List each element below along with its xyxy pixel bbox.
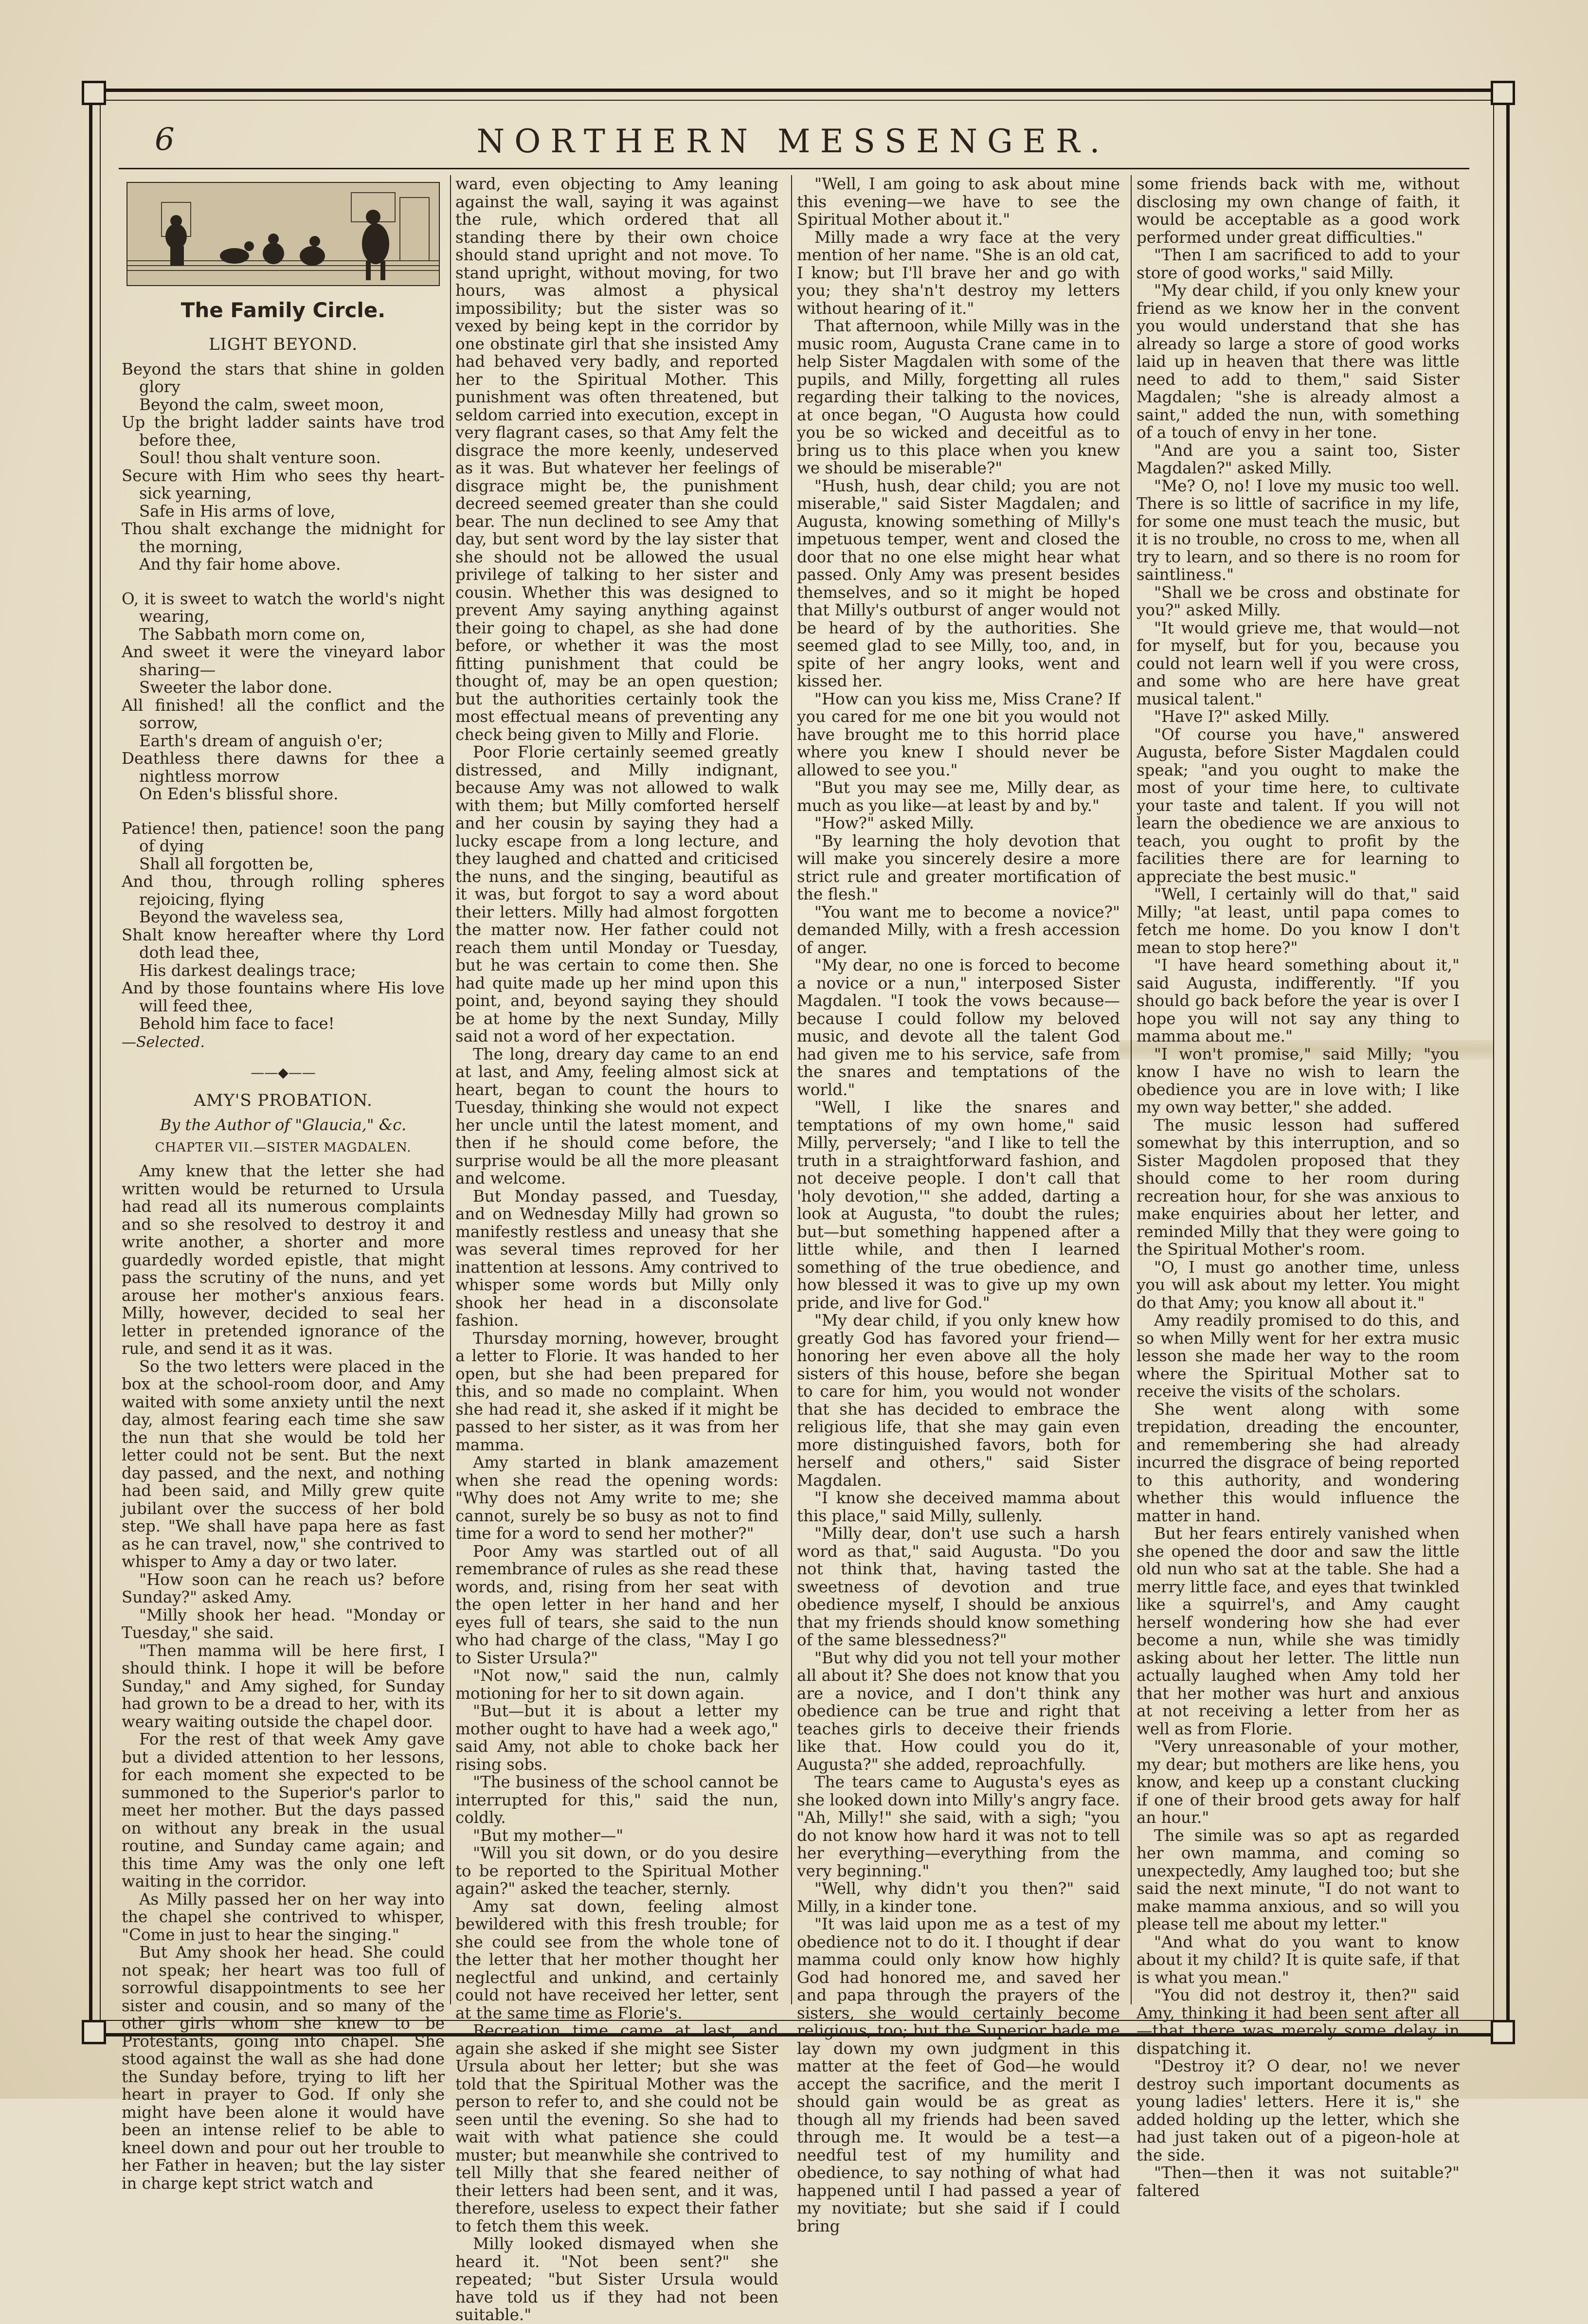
paragraph: "It would grieve me, that would—not for myself, but for you, because you could not learn well if you were cross, and some who are here have great musical talent."	[1137, 618, 1460, 708]
poem-title: LIGHT BEYOND.	[208, 335, 358, 354]
paragraph: So the two letters were placed in the box at the school-room door, and Amy waited with some anxiety until the next day, almost fearing each time she saw the nun that she would be told her letter could not be sent. But the next day passed, and the next, and nothing had been said, and Milly grew quite jubilant over the success of her bold step. "We shall have papa here as fast as he can travel, now," she contrived to whisper to Amy a day or two later.	[122, 1357, 445, 1571]
paragraph: "Me? O, no! I love my music too well. There is so little of sacrifice in my life, for some one must teach the music, but it is no trouble, no cross to me, when all try to learn, and so there is no room for saintliness."	[1137, 476, 1460, 584]
paragraph: "You did not destroy it, then?" said Amy, thinking it had been sent after all—that there was merely some delay in dispatching it.	[1137, 1986, 1460, 2058]
corner-ornament	[82, 81, 106, 105]
poem-line: Secure with Him who sees thy heart-sick yearning,	[122, 466, 445, 503]
poem-line: All finished! all the conflict and the sorrow,	[122, 696, 445, 732]
paragraph: "Hush, hush, dear child; you are not miserable," said Sister Magdalen; and Augusta, knowing something of Milly's impetuous temper, went and closed the door that no one else might hear what passed. Only Amy was present besides themselves, and so it might be hoped that Milly's outburst of anger would not be heard of by the authorities. She seemed glad to see Milly, too, and, in spite of her angry looks, went and kissed her.	[797, 476, 1120, 690]
paragraph: Milly looked dismayed when she heard it. "Not been sent?" she repeated; "but Sister Ursula would have told us if they had not been suitable."	[455, 2234, 778, 2324]
poem-credit: —Selected.	[122, 1033, 205, 1051]
paragraph: "You want me to become a novice?" demanded Milly, with a fresh accession of anger.	[797, 902, 1120, 957]
paragraph: The long, dreary day came to an end at last, and Amy, feeling almost sick at heart, began to count the hours to Tuesday, thinking she would not expect her uncle until the latest moment, and then if he should come before, the surprise would be all the more pleasant and welcome.	[455, 1045, 778, 1188]
paragraph: Amy started in blank amazement when she read the opening words: "Why does not Amy write to me; she cannot, surely be so busy as not to find time for a word to send her mother?"	[455, 1453, 778, 1543]
poem-line: Beyond the waveless sea,	[139, 908, 344, 926]
poem-line: And thy fair home above.	[139, 555, 341, 574]
poem-line: The Sabbath morn come on,	[139, 625, 366, 644]
poem-line: Thou shalt exchange the midnight for the morning,	[122, 520, 445, 556]
paragraph: For the rest of that week Amy gave but a divided attention to her lessons, for each moment she expected to be summoned to the Superior's parlor to meet her mother. But the days passed on without any break in the usual routine, and Sunday came again; and this time Amy was the only one left waiting in the corridor.	[122, 1730, 445, 1891]
corner-ornament	[82, 2020, 106, 2044]
paragraph: "Then—then it was not suitable?" faltered	[1137, 2163, 1460, 2200]
paragraph: She went along with some trepidation, dreading the encounter, and remembering she had already incurred the disgrace of being reported to this authority, and wondering whether this would influence the matter in hand.	[1137, 1400, 1460, 1525]
poem-line: Beyond the stars that shine in golden glory	[122, 360, 445, 396]
paragraph: "Then I am sacrificed to add to your store of good works," said Milly.	[1137, 246, 1460, 282]
paragraph: That afternoon, while Milly was in the music room, Augusta Crane came in to help Sister Magdalen with some of the pupils, and Milly, forgetting all rules regarding their talking to the novices, at once began, "O Augusta how could you be so wicked and deceitful as to bring us to this place when you knew we should be miserable?"	[797, 317, 1120, 477]
masthead: NORTHERN MESSENGER.	[476, 123, 1110, 160]
paragraph: "By learning the holy devotion that will make you sincerely desire a more strict rule and greater mortification of the flesh."	[797, 831, 1120, 903]
column-rule	[1131, 175, 1132, 2004]
paragraph: "Very unreasonable of your mother, my dear; but mothers are like hens, you know, and keep up a constant clucking if one of their brood gets away for half an hour."	[1137, 1737, 1460, 1827]
column-rule	[791, 175, 792, 2004]
paragraph: Milly made a wry face at the very mention of her name. "She is an old cat, I know; but I'll brave her and go with you; they sha'n't destroy my letters without hearing of it."	[797, 228, 1120, 318]
poem-line: Up the bright ladder saints have trod before thee,	[122, 413, 445, 450]
paragraph: "How?" asked Milly.	[814, 814, 974, 832]
poem-line: Patience! then, patience! soon the pang of dying	[122, 819, 445, 855]
paragraph: "I won't promise," said Milly; "you know I have no wish to learn the obedience you are in love with; I like my own way better," she added.	[1137, 1045, 1460, 1117]
poem-line: And by those fountains where His love will feed thee,	[122, 979, 445, 1015]
story-title: AMY'S PROBATION.	[194, 1090, 373, 1110]
paragraph: "I have heard something about it," said Augusta, indifferently. "If you should go back before the year is over I hope you will not say any thing to mamma about me."	[1137, 956, 1460, 1045]
paragraph: Poor Amy was startled out of all remembrance of rules as she read these words, and, rising from her seat with the open letter in her hand and her eyes full of tears, she said to the nun who had charge of the class, "May I go to Sister Ursula?"	[455, 1542, 778, 1667]
paragraph: "It was laid upon me as a test of my obedience not to do it. I thought if dear mamma could only know how highly God had honored me, and saved her and papa through the prayers of the sisters, she would certainly become religious, too; but the Superior bade me lay down my own judgment in this matter at the feet of God—he would accept the sacrifice, and the merit I should gain would be as great as though all my friends had been saved through me. It would be a test—a needful test of my humility and obedience, to say nothing of what had happened until I had passed a year of my novitiate; but she said if I could bring	[797, 1915, 1120, 2235]
paragraph: "Then mamma will be here first, I should think. I hope it will be before Sunday," and Amy sighed, for Sunday had grown to be a dread to her, with its weary waiting outside the chapel door.	[122, 1641, 445, 1731]
column-3	[797, 175, 1120, 2235]
paragraph: "Milly shook her head. "Monday or Tuesday," she said.	[122, 1605, 445, 1642]
poem-line: Shall all forgotten be,	[139, 854, 314, 873]
section-divider: ——◆——	[251, 1064, 316, 1081]
paragraph: "But—but it is about a letter my mother ought to have had a week ago," said Amy, not able to choke back her rising sobs.	[455, 1702, 778, 1774]
paragraph: Amy sat down, feeling almost bewildered with this fresh trouble; for she could see from the whole tone of the letter that her mother thought her neglectful and unkind, and certainly could not have received her letter, sent at the same time as Florie's.	[455, 1897, 778, 2022]
paragraph: Poor Florie certainly seemed greatly distressed, and Milly indignant, because Amy was not allowed to walk with them; but Milly comforted herself and her cousin by saying they had a lucky escape from a long lecture, and they laughed and chatted and criticised the nuns, and the singing, beautiful as it was, but forgot to say a word about their letters. Milly had almost forgotten the matter now. Her father could not reach them until Monday or Tuesday, but he was certain to come then. She had quite made up her mind upon this point, and, beyond saying they should be at home by the next Sunday, Milly said not a word of her expectation.	[455, 743, 778, 1045]
paragraph: "My dear, no one is forced to become a novice or a nun," interposed Sister Magdalen. "I took the vows because—because I could follow my beloved music, and devote all the talent God had given me to his service, safe from the snares and temptations of the world."	[797, 956, 1120, 1099]
poem-line: Beyond the calm, sweet moon,	[139, 395, 384, 414]
poem-line: His darkest dealings trace;	[139, 961, 356, 980]
paragraph: ward, even objecting to Amy leaning against the wall, saying it was against the rule, which ordered that all standing there by their own choice should stand upright and not move. To stand upright, without moving, for two hours, was almost a physical impossibility; but the sister was so vexed by being kept in the corridor by one obstinate girl that she insisted Amy had behaved very badly, and reported her to the Spiritual Mother. This punishment was often threatened, but seldom carried into execution, except in very flagrant cases, so that Amy felt the disgrace the more keenly, undeserved as it was. But whatever her feelings of disgrace might be, the punishment decreed seemed greater than she could bear. The nun declined to see Amy that day, but sent word by the lay sister that she should not be allowed the usual privilege of talking to her sister and cousin. Whether this was designed to prevent Amy saying anything against their going to chapel, as she had done before, or whether it was the most fitting punishment that could be thought of, may be an open question; but the authorities certainly took the most effectual means of preventing any check being given to Milly and Florie.	[455, 175, 778, 744]
paragraph: "But my mother—"	[473, 1826, 624, 1845]
poem-line: Deathless there dawns for thee a nightless morrow	[122, 749, 445, 786]
poem-line: Soul! thou shalt venture soon.	[139, 449, 381, 467]
paragraph: "Well, I certainly will do that," said Milly; "at least, until papa comes to fetch me home. Do you know I don't mean to stop here?"	[1137, 885, 1460, 957]
family-circle-engraving	[126, 182, 440, 286]
poem-stanza	[122, 590, 445, 803]
paragraph: "How can you kiss me, Miss Crane? If you cared for me one bit you would not have brought me to this horrid place where you knew I should never be allowed to see you."	[797, 689, 1120, 779]
poem-line: And thou, through rolling spheres rejoicing, flying	[122, 872, 445, 909]
paragraph: But Monday passed, and Tuesday, and on Wednesday Milly had grown so manifestly restless and uneasy that she was several times reproved for her inattention at lessons. Amy contrived to whisper some words but Milly only shook her head in a disconsolate fashion.	[455, 1187, 778, 1330]
paragraph: "Well, I am going to ask about mine this evening—we have to see the Spiritual Mother about it."	[797, 175, 1120, 229]
paragraph: "And are you a saint too, Sister Magdalen?" asked Milly.	[1137, 441, 1460, 477]
column-rule	[450, 175, 451, 2004]
header-rule	[119, 168, 1469, 169]
poem	[122, 360, 445, 1033]
poem-stanza	[122, 360, 445, 574]
chapter-heading: CHAPTER VII.—SISTER MAGDALEN.	[155, 1140, 412, 1155]
poem-line: Earth's dream of anguish o'er;	[139, 731, 383, 750]
column-4	[1137, 175, 1460, 2200]
paragraph: "Destroy it? O dear, no! we never destroy such important documents as young ladies' letters. Here it is," she added holding up the letter, which she had just taken out of a pigeon-hole at the side.	[1137, 2057, 1460, 2164]
poem-line: Behold him face to face!	[139, 1014, 335, 1033]
corner-ornament	[1491, 81, 1515, 105]
paragraph: "I know she deceived mamma about this place," said Milly, sullenly.	[797, 1489, 1120, 1525]
paragraph: "Milly dear, don't use such a harsh word as that," said Augusta. "Do you not think that, having tasted the sweetness of devotion and true obedience myself, I should be anxious that my friends should know something of the same blessedness?"	[797, 1524, 1120, 1649]
paragraph: "Shall we be cross and obstinate for you?" asked Milly.	[1137, 583, 1460, 619]
paragraph: The tears came to Augusta's eyes as she looked down into Milly's angry face. "Ah, Milly!" she said, with a sigh; "you do not know how hard it was not to tell her everything—everything from the very beginning."	[797, 1773, 1120, 1880]
paragraph: "Not now," said the nun, calmly motioning for her to sit down again.	[455, 1666, 778, 1703]
paragraph: As Milly passed her on her way into the chapel she contrived to whisper, "Come in just to hear the singing."	[122, 1890, 445, 1944]
paragraph: "Have I?" asked Milly.	[1154, 707, 1330, 726]
poem-line: Sweeter the labor done.	[139, 678, 333, 697]
paragraph: "Of course you have," answered Augusta, before Sister Magdalen could speak; "and you ought to make the most of your time here, to cultivate your taste and talent. If you will not learn the obedience we are anxious to teach, you ought to profit by the facilities there are for learning to appreciate the best music."	[1137, 725, 1460, 886]
paragraph: "My dear child, if you only knew how greatly God has favored your friend—honoring her even above all the holy sisters of this house, before she began to care for him, you would not wonder that she has decided to embrace the religious life, that she may gain even more distinguished favors, both for herself and others," said Sister Magdalen.	[797, 1311, 1120, 1490]
paragraph: Amy knew that the letter she had written would be returned to Ursula had read all its numerous complaints and so she resolved to destroy it and write another, a shorter and more guardedly worded epistle, that might pass the scrutiny of the nuns, and yet arouse her mother's anxious fears. Milly, however, decided to seal her letter in pretended ignorance of the rule, and send it as it was.	[122, 1162, 445, 1358]
story-byline: By the Author of "Glaucia," &c.	[160, 1116, 407, 1134]
paragraph: some friends back with me, without disclosing my own change of faith, it would be acceptable as a good work performed under great difficulties."	[1137, 175, 1460, 247]
poem-line: Shalt know hereafter where thy Lord doth lead thee,	[122, 925, 445, 962]
corner-ornament	[1491, 2020, 1515, 2044]
paragraph: "And what do you want to know about it my child? It is quite safe, if that is what you mean."	[1137, 1932, 1460, 1987]
poem-line: O, it is sweet to watch the world's night wearing,	[122, 589, 445, 626]
paragraph: Thursday morning, however, brought a letter to Florie. It was handed to her open, but she had been prepared for this, and so made no complaint. When she had read it, she asked if it might be passed to her sister, as it was from her mamma.	[455, 1329, 778, 1454]
paragraph: "Well, why didn't you then?" said Milly, in a kinder tone.	[797, 1879, 1120, 1916]
paragraph: "Well, I like the snares and temptations of my own home," said Milly, perversely; "and I like to tell the truth in a straightforward fashion, and not deceive people. I don't call that 'holy devotion,'" she added, darting a look at Augusta, "to doubt the rules; but—but something happened after a little while, and then I learned something of the true obedience, and how blessed it was to give up my own pride, and live for God."	[797, 1098, 1120, 1312]
paragraph: "Will you sit down, or do you desire to be reported to the Spiritual Mother again?" asked the teacher, sternly.	[455, 1844, 778, 1898]
paragraph: The simile was so apt as regarded her own mamma, and coming so unexpectedly, Amy laughed too; but she said the next minute, "I do not want to make mamma anxious, and so will you please tell me about my letter."	[1137, 1826, 1460, 1933]
column-1	[122, 175, 445, 2193]
section-title: The Family Circle.	[180, 298, 386, 322]
paragraph: "How soon can he reach us? before Sunday?" asked Amy.	[122, 1570, 445, 1606]
paragraph: Recreation time came at last, and again she asked if she might see Sister Ursula about her letter; but she was told that the Spiritual Mother was the person to refer to, and she could not be seen until the evening. So she had to wait with what patience she could muster; but meanwhile she contrived to tell Milly that she feared neither of their letters had been sent, and it was, therefore, useless to expect their father to fetch them this week.	[455, 2021, 778, 2235]
paragraph: "The business of the school cannot be interrupted for this," said the nun, coldly.	[455, 1773, 778, 1827]
poem-stanza	[122, 820, 445, 1033]
paragraph: The music lesson had suffered somewhat by this interruption, and so Sister Magdolen proposed that they should come to her room during recreation hour, for she was anxious to make enquiries about her letter, and reminded Milly that they were going to the Spiritual Mother's room.	[1137, 1116, 1460, 1259]
poem-line: Safe in His arms of love,	[139, 502, 336, 521]
poem-line: And sweet it were the vineyard labor sharing—	[122, 643, 445, 679]
paragraph: But Amy shook her head. She could not speak; her heart was too full of sorrowful disappointments to see her sister and cousin, and so many of the other girls whom she knew to be Protestants, going into chapel. She stood against the wall as she had done the Sunday before, trying to lift her heart in prayer to God. If only she might have been alone it would have been an intense relief to be able to kneel down and pour out her trouble to her Father in heaven; but the lay sister in charge kept strict watch and	[122, 1943, 445, 2193]
paragraph: "But why did you not tell your mother all about it? She does not know that you are a novice, and I don't think any obedience can be true and right that teaches girls to deceive their friends like that. How could you do it, Augusta?" she added, reproachfully.	[797, 1648, 1120, 1774]
column-2	[455, 175, 778, 2324]
page-number: 6	[155, 122, 175, 158]
paragraph: Amy readily promised to do this, and so when Milly went for her extra music lesson she made her way to the room where the Spiritual Mother sat to receive the visits of the scholars.	[1137, 1311, 1460, 1401]
paragraph: But her fears entirely vanished when she opened the door and saw the little old nun who sat at the table. She had a merry little face, and eyes that twinkled like a squirrel's, and Amy caught herself wondering how she had ever become a nun, while she was timidly asking about her letter. The little nun actually laughed when Amy told her that her mother was hurt and anxious at not receiving a letter from her as well as from Florie.	[1137, 1524, 1460, 1738]
paragraph: "O, I must go another time, unless you will ask about my letter. You might do that Amy; you know all about it."	[1137, 1258, 1460, 1312]
paragraph: "But you may see me, Milly dear, as much as you like—at least by and by."	[797, 778, 1120, 815]
poem-line: On Eden's blissful shore.	[139, 785, 339, 803]
paragraph: "My dear child, if you only knew your friend as we know her in the convent you would understand that she has already so large a store of good works laid up in heaven that there was little need to add to them," said Sister Magdalen; "she is already almost a saint," added the nun, with something of a touch of envy in her tone.	[1137, 281, 1460, 442]
